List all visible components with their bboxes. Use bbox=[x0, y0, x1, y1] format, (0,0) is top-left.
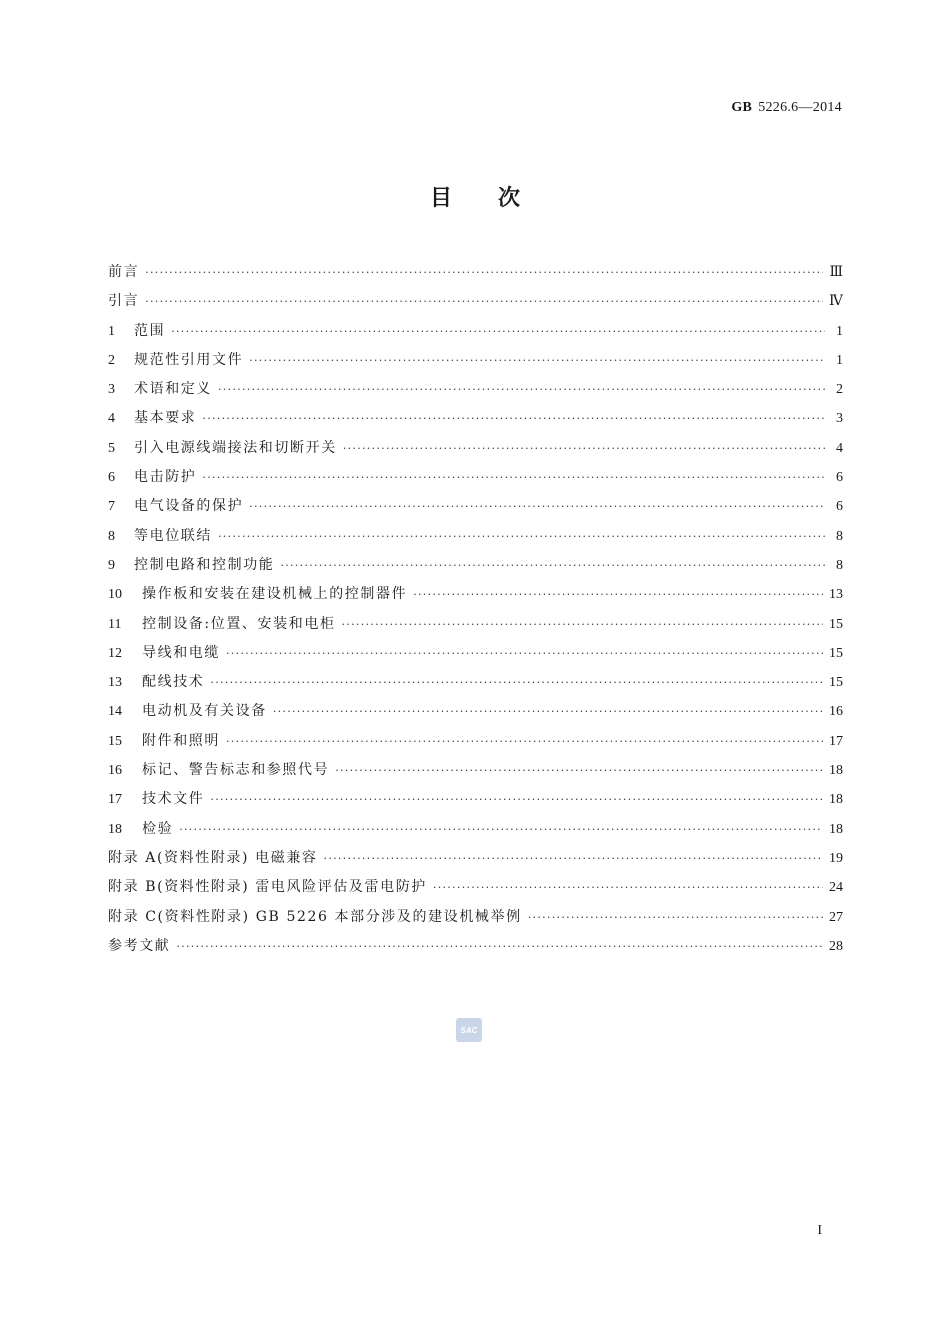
toc-entry[interactable] bbox=[108, 610, 843, 639]
toc-entry[interactable] bbox=[108, 404, 843, 433]
toc-entry-label: 附录 B(资料性附录) 雷电风险评估及雷电防护 bbox=[108, 879, 427, 896]
table-of-contents bbox=[108, 258, 843, 961]
toc-entry-page: 13 bbox=[829, 587, 843, 603]
toc-entry-label: 术语和定义 bbox=[134, 381, 212, 398]
toc-entry-number: 5 bbox=[108, 440, 115, 456]
toc-entry-page: Ⅳ bbox=[829, 294, 843, 310]
toc-leader-dots bbox=[210, 785, 823, 814]
toc-entry[interactable] bbox=[108, 903, 843, 932]
toc-leader-dots bbox=[176, 932, 823, 961]
toc-entry-number: 12 bbox=[108, 645, 122, 661]
toc-entry-page: 27 bbox=[829, 909, 843, 925]
toc-entry-page: 1 bbox=[836, 352, 843, 368]
watermark-text: SAC bbox=[460, 1026, 478, 1035]
standard-prefix: GB bbox=[731, 100, 753, 115]
toc-entry-page: 18 bbox=[829, 792, 843, 808]
toc-leader-dots bbox=[413, 580, 823, 609]
page-title: 目次 bbox=[429, 186, 566, 211]
toc-entry[interactable] bbox=[108, 492, 843, 521]
toc-entry-page: 3 bbox=[836, 411, 843, 427]
standard-code: 5226.6—2014 bbox=[758, 100, 842, 115]
toc-entry-page: 28 bbox=[829, 938, 843, 954]
toc-entry-page: 2 bbox=[836, 382, 843, 398]
toc-entry-page: 18 bbox=[829, 763, 843, 779]
toc-entry-number: 14 bbox=[108, 704, 122, 720]
toc-entry-page: 17 bbox=[829, 733, 843, 749]
toc-entry-label: 导线和电缆 bbox=[142, 644, 220, 661]
toc-entry-number: 2 bbox=[108, 352, 115, 368]
toc-leader-dots bbox=[433, 873, 823, 902]
page-number: I bbox=[817, 1223, 822, 1238]
toc-entry[interactable] bbox=[108, 287, 843, 316]
toc-entry-page: 24 bbox=[829, 880, 843, 896]
toc-leader-dots bbox=[179, 815, 823, 844]
toc-leader-dots bbox=[171, 317, 825, 346]
toc-entry-number: 1 bbox=[108, 323, 115, 339]
toc-leader-dots bbox=[249, 346, 825, 375]
toc-entry-label: 操作板和安装在建设机械上的控制器件 bbox=[142, 586, 408, 603]
toc-entry-label: 范围 bbox=[134, 322, 166, 339]
toc-entry-label: 引言 bbox=[108, 293, 140, 310]
toc-entry-page: 16 bbox=[829, 704, 843, 720]
toc-entry[interactable] bbox=[108, 258, 843, 287]
toc-entry-page: 15 bbox=[829, 645, 843, 661]
toc-entry[interactable] bbox=[108, 932, 843, 961]
toc-entry[interactable] bbox=[108, 873, 843, 902]
toc-entry[interactable] bbox=[108, 551, 843, 580]
toc-entry-label: 控制设备:位置、安装和电柜 bbox=[142, 615, 336, 632]
toc-entry-number: 11 bbox=[108, 616, 122, 632]
toc-entry-page: 4 bbox=[836, 440, 843, 456]
toc-entry-page: 6 bbox=[836, 499, 843, 515]
toc-entry[interactable] bbox=[108, 375, 843, 404]
toc-entry-number: 3 bbox=[108, 382, 115, 398]
toc-leader-dots bbox=[202, 463, 825, 492]
toc-entry-page: 8 bbox=[836, 557, 843, 573]
toc-leader-dots bbox=[528, 903, 823, 932]
toc-entry-label: 基本要求 bbox=[134, 410, 197, 427]
toc-entry-number: 16 bbox=[108, 763, 122, 779]
toc-leader-dots bbox=[218, 522, 825, 551]
toc-leader-dots bbox=[343, 434, 825, 463]
toc-entry-label: 引入电源线端接法和切断开关 bbox=[134, 439, 337, 456]
toc-entry-number: 7 bbox=[108, 499, 115, 515]
toc-entry[interactable] bbox=[108, 346, 843, 375]
toc-entry[interactable] bbox=[108, 580, 843, 609]
toc-entry-label: 附录 A(资料性附录) 电磁兼容 bbox=[108, 849, 318, 866]
toc-entry-label: 电动机及有关设备 bbox=[142, 703, 267, 720]
standard-number bbox=[731, 100, 842, 116]
toc-entry[interactable] bbox=[108, 727, 843, 756]
toc-entry[interactable] bbox=[108, 463, 843, 492]
toc-leader-dots bbox=[145, 258, 823, 287]
toc-entry-number: 6 bbox=[108, 470, 115, 486]
toc-entry-label: 附录 C(资料性附录) GB 5226 本部分涉及的建设机械举例 bbox=[108, 908, 522, 925]
toc-entry-page: 1 bbox=[836, 323, 843, 339]
toc-entry-label: 配线技术 bbox=[142, 674, 205, 691]
toc-entry-page: 18 bbox=[829, 821, 843, 837]
toc-entry[interactable] bbox=[108, 785, 843, 814]
toc-entry[interactable] bbox=[108, 522, 843, 551]
toc-entry[interactable] bbox=[108, 815, 843, 844]
toc-entry-number: 10 bbox=[108, 587, 122, 603]
toc-leader-dots bbox=[273, 697, 823, 726]
toc-entry-label: 技术文件 bbox=[142, 791, 205, 808]
toc-entry-label: 检验 bbox=[142, 820, 174, 837]
toc-leader-dots bbox=[280, 551, 825, 580]
toc-entry-label: 等电位联结 bbox=[134, 527, 212, 544]
toc-entry-page: 19 bbox=[829, 850, 843, 866]
toc-entry-number: 9 bbox=[108, 557, 115, 573]
toc-leader-dots bbox=[226, 639, 823, 668]
toc-entry-page: 6 bbox=[836, 470, 843, 486]
toc-entry-number: 8 bbox=[108, 528, 115, 544]
toc-entry-number: 13 bbox=[108, 675, 122, 691]
toc-entry-number: 4 bbox=[108, 411, 115, 427]
toc-entry[interactable] bbox=[108, 639, 843, 668]
toc-leader-dots bbox=[218, 375, 825, 404]
toc-leader-dots bbox=[249, 492, 825, 521]
toc-entry-label: 标记、警告标志和参照代号 bbox=[142, 762, 330, 779]
sac-watermark-icon bbox=[456, 1018, 482, 1042]
toc-entry-label: 参考文献 bbox=[108, 937, 171, 954]
toc-leader-dots bbox=[210, 668, 823, 697]
toc-entry[interactable] bbox=[108, 668, 843, 697]
toc-entry-number: 15 bbox=[108, 733, 122, 749]
toc-entry-page: 15 bbox=[829, 675, 843, 691]
toc-entry[interactable] bbox=[108, 844, 843, 873]
toc-entry-label: 附件和照明 bbox=[142, 732, 220, 749]
toc-entry-label: 规范性引用文件 bbox=[134, 351, 244, 368]
toc-leader-dots bbox=[226, 727, 823, 756]
toc-entry[interactable] bbox=[108, 317, 843, 346]
toc-entry[interactable] bbox=[108, 756, 843, 785]
toc-leader-dots bbox=[335, 756, 823, 785]
toc-entry-label: 电击防护 bbox=[134, 469, 197, 486]
toc-entry[interactable] bbox=[108, 697, 843, 726]
toc-entry-page: 8 bbox=[836, 528, 843, 544]
toc-leader-dots bbox=[342, 610, 823, 639]
toc-entry-label: 电气设备的保护 bbox=[134, 498, 244, 515]
toc-entry-label: 前言 bbox=[108, 264, 140, 280]
toc-leader-dots bbox=[145, 287, 823, 316]
toc-entry-number: 17 bbox=[108, 792, 122, 808]
toc-leader-dots bbox=[324, 844, 823, 873]
toc-entry-number: 18 bbox=[108, 821, 122, 837]
toc-leader-dots bbox=[202, 404, 825, 433]
toc-entry[interactable] bbox=[108, 434, 843, 463]
toc-entry-label: 控制电路和控制功能 bbox=[134, 556, 275, 573]
toc-entry-page: Ⅲ bbox=[829, 265, 843, 280]
toc-entry-page: 15 bbox=[829, 616, 843, 632]
